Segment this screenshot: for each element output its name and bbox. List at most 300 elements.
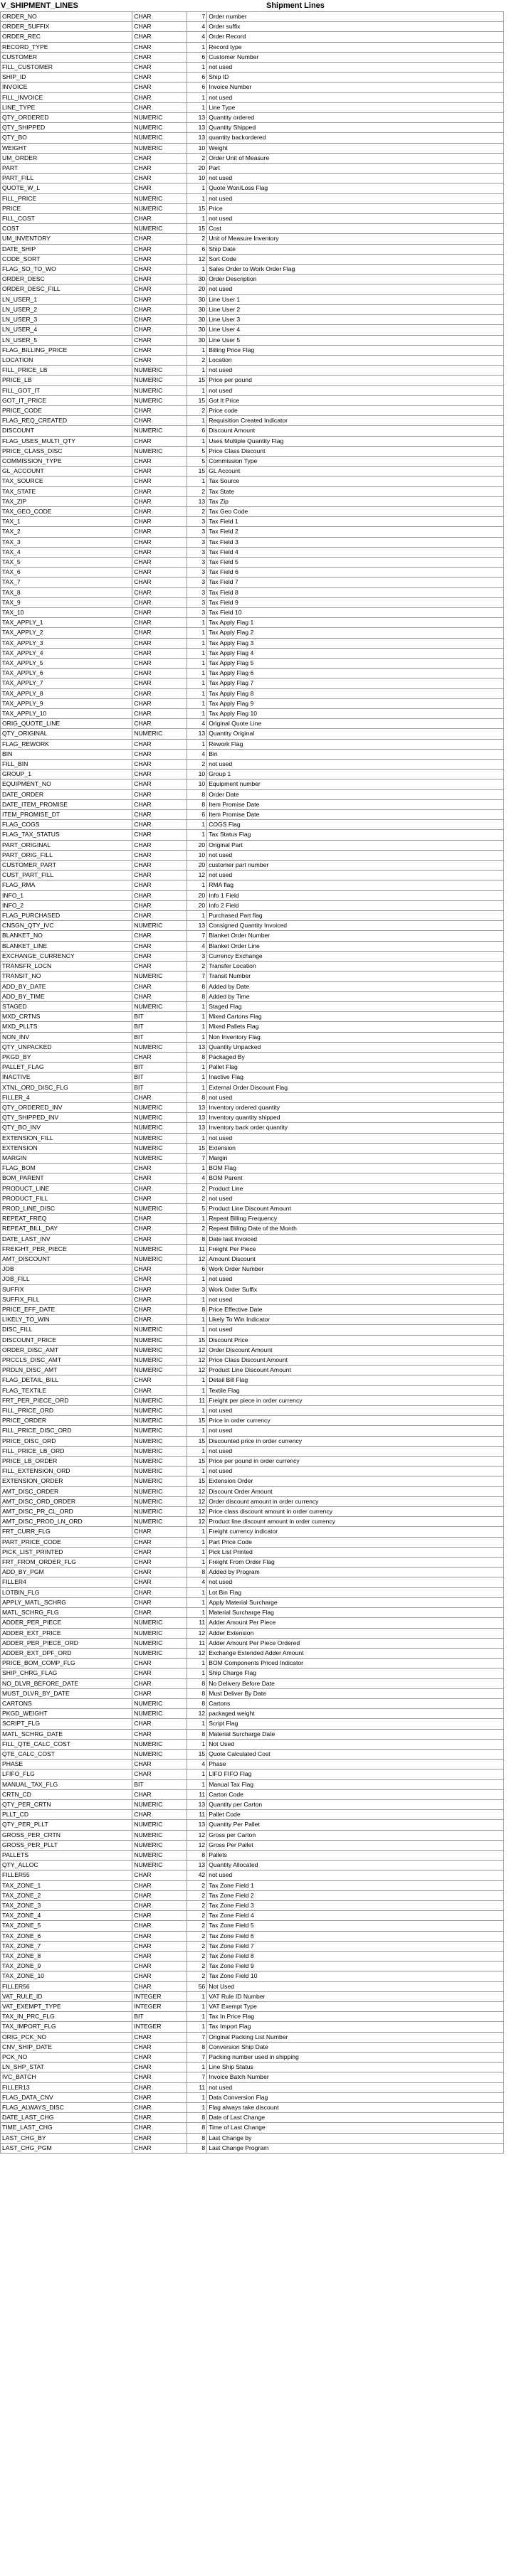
description-cell: BOM Components Priced Indicator [207,1659,504,1668]
length-cell: 2 [187,506,207,516]
length-cell: 1 [187,1032,207,1042]
table-row [1,669,504,678]
length-cell: 12 [187,1517,207,1527]
length-cell: 1 [187,648,207,658]
length-cell: 20 [187,840,207,850]
length-cell: 1 [187,477,207,486]
field-name-cell: PRICE_CLASS_DISC [1,446,132,456]
field-name-cell: TAX_10 [1,607,132,617]
length-cell: 1 [187,1467,207,1476]
table-row [1,92,504,102]
table-row [1,1325,504,1335]
field-name-cell: ORDER_DESC [1,275,132,284]
description-cell: not used [207,871,504,880]
table-row [1,405,504,415]
data-type-cell: NUMERIC [132,1133,187,1143]
description-cell: Packaged By [207,1052,504,1062]
length-cell: 12 [187,1830,207,1840]
description-cell: No Delivery Before Date [207,1678,504,1688]
data-type-cell: CHAR [132,1092,187,1102]
length-cell: 1 [187,1164,207,1173]
table-name: V_SHIPMENT_LINES [1,1,78,10]
description-cell: Uses Multiple Quantity Flag [207,436,504,446]
data-type-cell: NUMERIC [132,1861,187,1870]
length-cell: 11 [187,1618,207,1628]
table-row [1,1760,504,1769]
field-name-cell: AMT_DISC_PR_CL_ORD [1,1507,132,1517]
field-name-cell: FILL_PRICE_LB_ORD [1,1446,132,1456]
field-name-cell: QTY_SHIPPED_INV [1,1113,132,1123]
length-cell: 7 [187,972,207,981]
description-cell: not used [207,193,504,203]
data-type-cell: NUMERIC [132,1476,187,1486]
data-type-cell: CHAR [132,63,187,73]
description-cell: not used [207,1133,504,1143]
length-cell: 1 [187,345,207,355]
field-name-cell: ORDER_REC [1,32,132,42]
length-cell: 15 [187,1416,207,1426]
field-name-cell: AMT_DISC_PROD_LN_ORD [1,1517,132,1527]
length-cell: 2 [187,1183,207,1193]
length-cell: 1 [187,92,207,102]
table-row [1,931,504,941]
data-type-cell: CHAR [132,628,187,638]
data-type-cell: CHAR [132,1577,187,1587]
field-name-cell: NON_INV [1,1032,132,1042]
length-cell: 1 [187,1082,207,1092]
length-cell: 13 [187,1102,207,1112]
table-row [1,265,504,275]
description-cell: BOM Parent [207,1173,504,1183]
table-row [1,1406,504,1416]
table-row [1,2143,504,2153]
field-name-cell: TAX_9 [1,597,132,607]
length-cell: 12 [187,1356,207,1366]
description-cell: Adder Amount Per Piece [207,1618,504,1628]
description-cell: Margin [207,1153,504,1163]
description-cell: Quote Won/Loss Flag [207,183,504,193]
field-name-cell: QTY_ORIGINAL [1,729,132,739]
data-type-cell: CHAR [132,1870,187,1880]
table-row [1,456,504,466]
description-cell: Added by Program [207,1568,504,1577]
field-name-cell: FLAG_RMA [1,880,132,890]
description-cell: Tax Apply Flag 3 [207,638,504,648]
length-cell: 1 [187,669,207,678]
table-row [1,1880,504,1890]
table-row [1,1769,504,1779]
description-cell: quantity backordered [207,133,504,143]
data-type-cell: CHAR [132,568,187,578]
description-cell: not used [207,366,504,376]
field-name-cell: FILL_CUSTOMER [1,63,132,73]
length-cell: 1 [187,1558,207,1568]
length-cell: 12 [187,1507,207,1517]
length-cell: 1 [187,193,207,203]
length-cell: 1 [187,1315,207,1325]
length-cell: 1 [187,1294,207,1304]
length-cell: 13 [187,123,207,133]
table-row [1,1870,504,1880]
data-type-cell: CHAR [132,659,187,669]
field-name-cell: TAX_STATE [1,486,132,496]
description-cell: not used [207,174,504,183]
description-cell: Work Order Number [207,1265,504,1274]
field-name-cell: FREIGHT_PER_PIECE [1,1244,132,1254]
data-type-cell: CHAR [132,315,187,325]
length-cell: 1 [187,688,207,698]
data-type-cell: INTEGER [132,1991,187,2001]
field-name-cell: LN_USER_1 [1,294,132,304]
length-cell: 1 [187,1385,207,1395]
description-cell: not used [207,1325,504,1335]
table-row [1,1012,504,1022]
description-cell: Order Description [207,275,504,284]
length-cell: 6 [187,426,207,436]
description-cell: Tax Field 5 [207,557,504,567]
data-type-cell: NUMERIC [132,1042,187,1052]
description-cell: Purchased Part flag [207,911,504,921]
table-row [1,2012,504,2022]
field-name-cell: TAX_4 [1,547,132,557]
data-type-cell: NUMERIC [132,1395,187,1405]
field-name-cell: BLANKET_NO [1,931,132,941]
description-cell: Ship Date [207,244,504,254]
field-name-cell: TAX_ZONE_3 [1,1900,132,1910]
field-name-cell: MARGIN [1,1153,132,1163]
data-type-cell: CHAR [132,1587,187,1597]
data-type-cell: CHAR [132,1214,187,1224]
field-name-cell: ADDER_PER_PIECE [1,1618,132,1628]
description-cell: Tax Field 2 [207,527,504,537]
data-type-cell: NUMERIC [132,1416,187,1426]
length-cell: 30 [187,294,207,304]
length-cell: 1 [187,1991,207,2001]
description-cell: Tax Field 3 [207,537,504,547]
table-row [1,1345,504,1355]
data-type-cell: NUMERIC [132,1507,187,1517]
length-cell: 1 [187,739,207,749]
table-row [1,830,504,840]
length-cell: 1 [187,1608,207,1618]
data-type-cell: CHAR [132,669,187,678]
field-name-cell: PART_PRICE_CODE [1,1537,132,1547]
data-type-cell: CHAR [132,2113,187,2123]
field-name-cell: DATE_SHIP [1,244,132,254]
length-cell: 8 [187,1850,207,1860]
description-cell: Price per pound [207,376,504,385]
field-name-cell: MXD_PLLTS [1,1022,132,1032]
description-cell: Gross per Carton [207,1830,504,1840]
data-type-cell: CHAR [132,1537,187,1547]
field-name-cell: SHIP_ID [1,73,132,83]
length-cell: 12 [187,871,207,880]
description-cell: Price Class Discount [207,446,504,456]
field-name-cell: TAX_ZONE_1 [1,1880,132,1890]
length-cell: 13 [187,1042,207,1052]
description-cell: Price Class Discount Amount [207,1356,504,1366]
length-cell: 11 [187,1395,207,1405]
table-row [1,1001,504,1011]
data-type-cell: CHAR [132,1274,187,1284]
table-row [1,618,504,628]
field-name-cell: ADDER_EXT_DPF_ORD [1,1648,132,1658]
table-row [1,1102,504,1112]
data-type-cell: CHAR [132,22,187,32]
data-type-cell: CHAR [132,537,187,547]
table-row [1,1799,504,1809]
field-name-cell: LN_SHP_STAT [1,2063,132,2072]
field-name-cell: ORDER_SUFFIX [1,22,132,32]
field-name-cell: BLANKET_LINE [1,941,132,951]
length-cell: 1 [187,709,207,719]
table-row [1,1608,504,1618]
description-cell: Tax Field 6 [207,568,504,578]
data-type-cell: NUMERIC [132,1001,187,1011]
description-cell: Detail Bill Flag [207,1375,504,1385]
field-name-cell: ADDER_EXT_PRICE [1,1628,132,1638]
table-row [1,143,504,153]
field-name-cell: LAST_CHG_PGM [1,2143,132,2153]
field-name-cell: FRT_PER_PIECE_ORD [1,1395,132,1405]
data-type-cell: NUMERIC [132,1113,187,1123]
length-cell: 8 [187,1729,207,1739]
field-name-cell: CARTONS [1,1698,132,1708]
table-row [1,1446,504,1456]
field-name-cell: PHASE [1,1760,132,1769]
data-type-cell: CHAR [132,477,187,486]
length-cell: 1 [187,183,207,193]
table-row [1,1618,504,1628]
table-row [1,385,504,395]
field-name-cell: FILLER56 [1,1981,132,1991]
data-type-cell: NUMERIC [132,1366,187,1375]
length-cell: 1 [187,618,207,628]
length-cell: 12 [187,1486,207,1496]
field-name-cell: NO_DLVR_BEFORE_DATE [1,1678,132,1688]
data-type-cell: CHAR [132,991,187,1001]
description-cell: Tax Zone Field 10 [207,1971,504,1981]
field-name-cell: TAX_ZONE_6 [1,1931,132,1941]
description-cell: Likely To Win Indicator [207,1315,504,1325]
description-cell: Exchange Extended Adder Amount [207,1648,504,1658]
length-cell: 2 [187,1193,207,1203]
length-cell: 1 [187,1022,207,1032]
description-cell: Tax Apply Flag 5 [207,659,504,669]
table-row [1,1052,504,1062]
data-type-cell: CHAR [132,739,187,749]
table-row [1,597,504,607]
description-cell: Tax Zone Field 9 [207,1962,504,1971]
table-row [1,1133,504,1143]
length-cell: 3 [187,537,207,547]
description-cell: Invoice Batch Number [207,2072,504,2082]
description-cell: Price in order currency [207,1416,504,1426]
table-row [1,1739,504,1749]
data-type-cell: NUMERIC [132,1426,187,1436]
description-cell: Original Quote Line [207,719,504,729]
field-name-cell: TAX_8 [1,587,132,597]
length-cell: 1 [187,820,207,830]
field-name-cell: PCK_NO [1,2053,132,2063]
data-type-cell: CHAR [132,1931,187,1941]
length-cell: 13 [187,496,207,506]
length-cell: 42 [187,1870,207,1880]
field-name-cell: QTY_SHIPPED [1,123,132,133]
field-name-cell: SHIP_CHRG_FLAG [1,1668,132,1678]
field-name-cell: FILL_GOT_IT [1,385,132,395]
description-cell: Weight [207,143,504,153]
description-cell: Tax Field 7 [207,578,504,587]
data-type-cell: CHAR [132,1688,187,1698]
data-type-cell: CHAR [132,1568,187,1577]
length-cell: 8 [187,1568,207,1577]
table-row [1,587,504,597]
data-type-cell: NUMERIC [132,1203,187,1213]
table-row [1,254,504,264]
length-cell: 30 [187,335,207,345]
data-type-cell: CHAR [132,527,187,537]
description-cell: Price class discount amount in order currency [207,1507,504,1517]
table-row [1,1496,504,1506]
data-type-cell: CHAR [132,1597,187,1607]
table-row [1,395,504,405]
data-type-cell: NUMERIC [132,143,187,153]
description-cell: Quantity Allocated [207,1861,504,1870]
field-name-cell: STAGED [1,1001,132,1011]
length-cell: 1 [187,2063,207,2072]
description-cell: Got It Price [207,395,504,405]
description-cell: Currency Exchange [207,951,504,961]
length-cell: 2 [187,1931,207,1941]
table-row [1,1729,504,1739]
description-cell: Cost [207,224,504,234]
length-cell: 13 [187,1799,207,1809]
data-type-cell: NUMERIC [132,1486,187,1496]
description-cell: Gross Per Pallet [207,1840,504,1850]
description-cell: Lot Bin Flag [207,1587,504,1597]
data-type-cell: CHAR [132,405,187,415]
table-row [1,1032,504,1042]
field-name-cell: MANUAL_TAX_FLG [1,1779,132,1789]
data-type-cell: CHAR [132,1375,187,1385]
length-cell: 15 [187,1143,207,1153]
field-name-cell: CUSTOMER_PART [1,861,132,871]
description-cell: not used [207,63,504,73]
data-type-cell: CHAR [132,416,187,426]
description-cell: Blanket Order Number [207,931,504,941]
length-cell: 8 [187,789,207,799]
description-cell: Tax Field 9 [207,597,504,607]
table-row [1,1224,504,1234]
field-name-cell: FRT_CURR_FLG [1,1527,132,1537]
description-cell: Line Ship Status [207,2063,504,2072]
description-cell: not used [207,760,504,770]
length-cell: 7 [187,2053,207,2063]
data-type-cell: CHAR [132,1547,187,1557]
length-cell: 8 [187,1234,207,1244]
data-type-cell: NUMERIC [132,366,187,376]
table-row [1,203,504,213]
field-name-cell: CNSGN_QTY_IVC [1,921,132,931]
table-row [1,1366,504,1375]
data-type-cell: CHAR [132,345,187,355]
table-row [1,1153,504,1163]
field-name-cell: INFO_1 [1,890,132,900]
data-type-cell: CHAR [132,2123,187,2133]
length-cell: 2 [187,1971,207,1981]
description-cell: Quote Calculated Cost [207,1749,504,1759]
description-cell: Inactive Flag [207,1073,504,1082]
description-cell: Original Part [207,840,504,850]
length-cell: 20 [187,861,207,871]
data-type-cell: NUMERIC [132,385,187,395]
field-name-cell: TAX_6 [1,568,132,578]
field-name-cell: FILL_PRICE [1,193,132,203]
description-cell: Added by Time [207,991,504,1001]
table-row [1,1486,504,1496]
length-cell: 1 [187,2012,207,2022]
length-cell: 1 [187,1214,207,1224]
description-cell: Invoice Number [207,83,504,92]
table-row [1,1214,504,1224]
data-type-cell: NUMERIC [132,1123,187,1133]
length-cell: 15 [187,1476,207,1486]
data-type-cell: CHAR [132,547,187,557]
data-type-cell: BIT [132,1073,187,1082]
table-row [1,193,504,203]
table-row [1,1952,504,1962]
field-name-cell: TAX_ZONE_8 [1,1952,132,1962]
description-cell: Apply Material Surcharge [207,1597,504,1607]
description-cell: not used [207,385,504,395]
table-row [1,486,504,496]
description-cell: Mixed Cartons Flag [207,1012,504,1022]
field-name-cell: ORDER_DISC_AMT [1,1345,132,1355]
length-cell: 12 [187,1254,207,1264]
table-row [1,527,504,537]
description-cell: not used [207,1092,504,1102]
data-type-cell: NUMERIC [132,1335,187,1345]
field-name-cell: GROUP_1 [1,770,132,779]
description-cell: Data Conversion Flag [207,2092,504,2102]
table-row [1,840,504,850]
data-type-cell: CHAR [132,1981,187,1991]
length-cell: 3 [187,951,207,961]
length-cell: 2 [187,1921,207,1931]
table-row [1,890,504,900]
field-name-cell: DATE_ORDER [1,789,132,799]
description-cell: Tax Zone Field 7 [207,1941,504,1951]
field-name-cell: MATL_SCHRG_FLG [1,1608,132,1618]
data-type-cell: CHAR [132,1527,187,1537]
data-type-cell: NUMERIC [132,1102,187,1112]
field-name-cell: DATE_ITEM_PROMISE [1,799,132,809]
field-name-cell: ORIG_QUOTE_LINE [1,719,132,729]
field-name-cell: PART [1,164,132,174]
table-row [1,294,504,304]
description-cell: Order number [207,12,504,22]
length-cell: 7 [187,12,207,22]
description-cell: Tax Source [207,477,504,486]
description-cell: Added by Date [207,981,504,991]
description-cell: Last Change by [207,2133,504,2143]
description-cell: Info 1 Field [207,890,504,900]
table-row [1,1356,504,1366]
data-type-cell: NUMERIC [132,1254,187,1264]
length-cell: 3 [187,568,207,578]
data-type-cell: NUMERIC [132,1648,187,1658]
